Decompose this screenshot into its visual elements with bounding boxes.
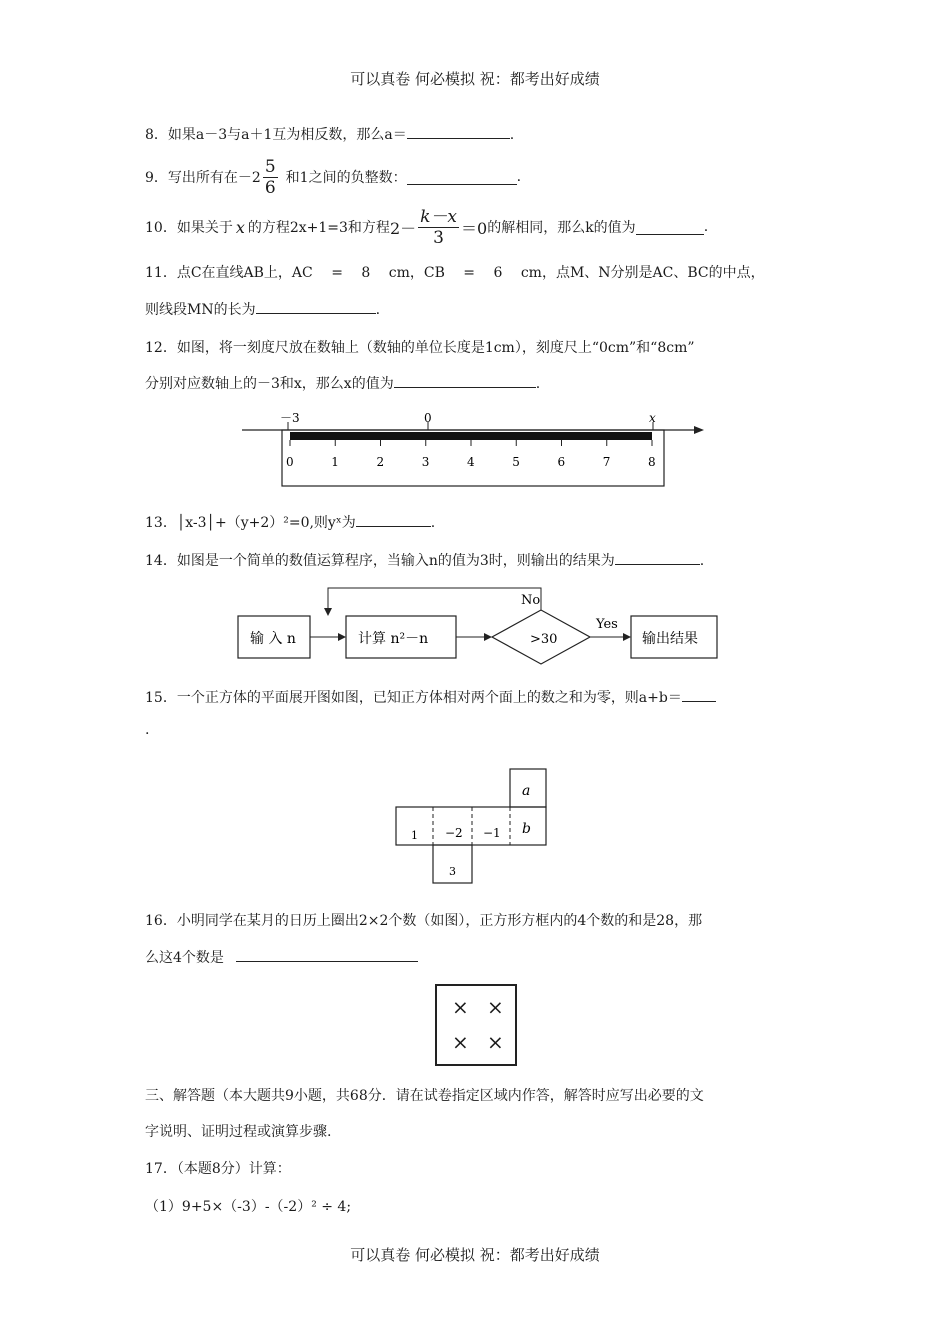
- question-8: 8．如果a－3与a＋1互为相反数，那么a＝ .: [145, 124, 514, 144]
- question-10-prefix: 10．如果关于: [145, 220, 233, 236]
- question-12-line-1: 12．如图，将一刻度尺放在数轴上（数轴的单位长度是1cm），刻度尺上“0cm”和“8cm”: [145, 340, 695, 356]
- ruler-tick-label: 6: [557, 455, 566, 469]
- answer-blank: [407, 170, 517, 185]
- question-10: 10．如果关于 x 的方程2x+1=3和方程 2－ $\frac{k-x}{3}$ ＝0 的解相同，那么k的值为 .: [145, 206, 709, 248]
- ruler-tick-label: 8: [648, 455, 656, 469]
- face-label: −2: [445, 826, 463, 840]
- question-12-line-2: 分别对应数轴上的－3和x，那么x的值为 .: [145, 373, 540, 393]
- ruler-tick-label: 1: [331, 455, 339, 469]
- condition-label: >30: [530, 632, 558, 647]
- fraction-numerator: k－x: [420, 206, 458, 227]
- flowchart-figure: [234, 586, 724, 666]
- answer-blank: [682, 687, 716, 702]
- ruler-bar: [290, 432, 652, 440]
- cross-mark: ×: [487, 1030, 504, 1054]
- ruler-tick-label: 4: [467, 455, 475, 469]
- question-11-line-2: 则线段MN的长为 .: [145, 299, 380, 319]
- cross-mark: ×: [452, 995, 469, 1019]
- question-14-text: 14．如图是一个简单的数值运算程序，当输入n的值为3时，则输出的结果为: [145, 553, 615, 569]
- yes-label: Yes: [596, 617, 618, 632]
- no-label: No: [521, 593, 541, 608]
- ruler-ticks: [286, 440, 656, 469]
- fraction-denominator: 3: [433, 227, 444, 248]
- calendar-square: [435, 984, 517, 1066]
- ruler-figure: [238, 408, 708, 490]
- answer-blank: [394, 373, 536, 388]
- calc-label: 计算 n²－n: [358, 631, 429, 647]
- output-label: 输出结果: [642, 631, 698, 647]
- ruler-tick-label: 3: [421, 455, 430, 469]
- answer-blank: [615, 550, 700, 565]
- question-9-prefix: 9．写出所有在－2: [145, 170, 261, 186]
- question-16-text: 么这4个数是: [145, 950, 224, 966]
- question-10-suffix: 的解相同，那么k的值为: [487, 220, 636, 236]
- question-15-line-2: .: [145, 722, 150, 738]
- question-9-suffix: 和1之间的负整数：: [285, 170, 407, 186]
- fraction-denominator: 6: [264, 177, 276, 198]
- axis-label-x: x: [649, 411, 656, 425]
- section-3-line-1: 三、解答题（本大题共9小题，共68分．请在试卷指定区域内作答，解答时应写出必要的文: [145, 1088, 704, 1104]
- answer-blank: [407, 124, 510, 139]
- variable-x: x: [235, 217, 245, 237]
- axis-label-0: 0: [424, 411, 432, 425]
- equation-rhs: ＝0: [461, 218, 488, 238]
- face-label: 3: [449, 865, 456, 878]
- arrow-head-icon: [623, 633, 631, 641]
- question-14: 14．如图是一个简单的数值运算程序，当输入n的值为3时，则输出的结果为 .: [145, 550, 704, 570]
- cross-mark: ×: [487, 995, 504, 1019]
- question-11-line-1: 11．点C在直线AB上，AC = 8 cm，CB = 6 cm，点M、N分别是AC、BC的中点，: [145, 265, 765, 281]
- page-header: 可以真卷 何必模拟 祝：都考出好成绩: [350, 70, 600, 88]
- arrow-head-icon: [338, 633, 346, 641]
- axis-label-neg3: －3: [280, 411, 300, 425]
- ruler-tick-label: 7: [602, 455, 611, 469]
- face-label: −1: [483, 826, 501, 840]
- question-13-text: 13．│x-3│+（y+2）²=0,则yˣ为: [145, 515, 356, 531]
- axis-arrow-icon: [694, 426, 704, 434]
- face-label: b: [522, 821, 531, 837]
- question-17: 17．（本题8分）计算：: [145, 1161, 291, 1177]
- answer-blank: [356, 512, 431, 527]
- section-3-line-2: 字说明、证明过程或演算步骤.: [145, 1124, 332, 1140]
- fraction: [263, 157, 278, 198]
- cube-net-figure: [394, 767, 550, 887]
- answer-blank: [236, 947, 418, 962]
- question-16-line-1: 16．小明同学在某月的日历上圈出2×2个数（如图），正方形方框内的4个数的和是28，那: [145, 913, 703, 929]
- loop-back-arrow: [328, 588, 541, 612]
- question-15-text: 15．一个正方体的平面展开图如图，已知正方体相对两个面上的数之和为零，则a+b＝: [145, 690, 682, 706]
- question-15: [145, 687, 716, 707]
- face-label: a: [522, 783, 531, 799]
- answer-blank: [636, 220, 704, 235]
- question-16-line-2: [145, 947, 418, 967]
- question-8-text: 8．如果a－3与a＋1互为相反数，那么a＝: [145, 127, 407, 143]
- ruler-tick-label: 5: [512, 455, 520, 469]
- fraction: [418, 207, 459, 248]
- question-11-text: 则线段MN的长为: [145, 302, 256, 318]
- answer-blank: [256, 299, 376, 314]
- question-17-part-1: （1）9+5×（-3）-（-2）² ÷ 4;: [145, 1199, 352, 1215]
- face-label: 1: [411, 829, 418, 842]
- question-12-text: 分别对应数轴上的－3和x，那么x的值为: [145, 376, 394, 392]
- question-9: 9．写出所有在－2 $\frac{5}{6}$ 和1之间的负整数： .: [145, 156, 522, 198]
- fraction-numerator: 5: [264, 156, 276, 177]
- question-13: 13．│x-3│+（y+2）²=0,则yˣ为 .: [145, 512, 435, 532]
- cross-mark: ×: [452, 1030, 469, 1054]
- ruler-tick-label: 2: [376, 455, 385, 469]
- page-footer: 可以真卷 何必模拟 祝：都考出好成绩: [350, 1246, 600, 1264]
- equation-lead: 2－: [389, 218, 417, 238]
- input-label: 输 入 n: [250, 631, 296, 647]
- ruler-tick-label: 0: [286, 455, 294, 469]
- arrow-head-icon: [324, 608, 332, 616]
- question-10-mid: 的方程2x+1=3和方程: [247, 220, 390, 236]
